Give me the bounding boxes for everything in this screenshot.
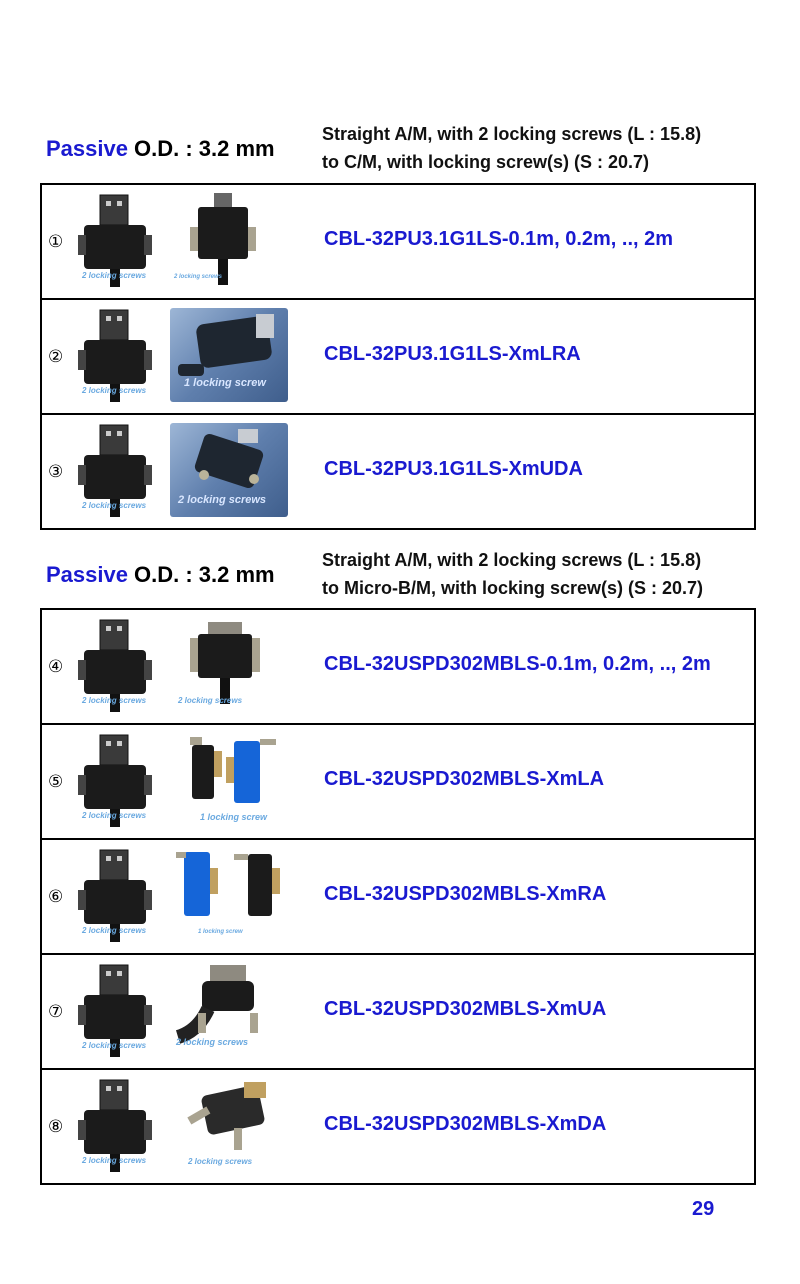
image-caption: 2 locking screws (178, 696, 243, 705)
row-number: ⑧ (48, 1117, 64, 1137)
description-line-1: Straight A/M, with 2 locking screws (L : 15.8) (322, 550, 702, 570)
image-caption: 2 locking screws (188, 1157, 253, 1166)
part-number: CBL-32USPD302MBLS-0.1m, 0.2m, .., 2m (324, 653, 711, 675)
image-caption: 2 locking screws (174, 274, 223, 280)
usb-c-right-angle-connector-image (168, 306, 288, 406)
table-row (42, 955, 754, 1070)
image-caption: 2 locking screws (82, 1156, 147, 1165)
section-header-type-c (0, 118, 800, 178)
table-row (42, 840, 754, 955)
part-number: CBL-32PU3.1G1LS-XmUDA (324, 458, 583, 480)
row-number: ④ (48, 657, 64, 677)
part-number: CBL-32PU3.1G1LS-0.1m, 0.2m, .., 2m (324, 228, 674, 250)
description-line-1: Straight A/M, with 2 locking screws (L : 15.8) (322, 124, 702, 144)
image-caption: 1 locking screw (200, 812, 268, 822)
outer-diameter-label: O.D. : 3.2 mm (134, 562, 275, 587)
image-caption: 2 locking screws (82, 811, 147, 820)
outer-diameter-label: O.D. : 3.2 mm (134, 136, 275, 161)
image-caption: 1 locking screw (198, 929, 243, 935)
row-number: ⑦ (48, 1002, 64, 1022)
image-caption: 2 locking screws (82, 1041, 147, 1050)
description-line-2: to Micro-B/M, with locking screw(s) (S : 20.7) (322, 578, 704, 598)
part-number: CBL-32USPD302MBLS-XmDA (324, 1113, 607, 1135)
cable-description (322, 120, 701, 176)
row-number: ③ (48, 462, 64, 482)
cable-table-micro-b (40, 608, 756, 1185)
passive-label: Passive (46, 562, 128, 587)
cable-description (322, 546, 703, 602)
image-caption: 2 locking screws (82, 271, 147, 280)
table-row (42, 300, 754, 415)
table-row (42, 185, 754, 300)
table-row (42, 415, 754, 528)
part-number: CBL-32USPD302MBLS-XmLA (324, 768, 605, 790)
description-line-2: to C/M, with locking screw(s) (S : 20.7) (322, 152, 650, 172)
table-row (42, 1070, 754, 1183)
usb-c-up-down-angle-connector-image (168, 421, 288, 521)
page-number: 29 (692, 1198, 715, 1220)
image-caption: 2 locking screws (82, 696, 147, 705)
section-header-micro-b (0, 544, 800, 604)
part-number: CBL-32PU3.1G1LS-XmLRA (324, 343, 581, 365)
table-row (42, 610, 754, 725)
image-caption: 2 locking screws (82, 501, 147, 510)
part-number: CBL-32USPD302MBLS-XmRA (324, 883, 607, 905)
image-caption: 1 locking screw (184, 377, 266, 389)
row-number: ① (48, 232, 64, 252)
table-row (42, 725, 754, 840)
row-number: ② (48, 347, 64, 367)
image-caption: 2 locking screws (178, 494, 267, 506)
row-number: ⑤ (48, 772, 64, 792)
cable-table-type-c (40, 183, 756, 530)
image-caption: 2 locking screws (176, 1037, 249, 1047)
image-caption: 2 locking screws (82, 926, 147, 935)
passive-label: Passive (46, 136, 128, 161)
part-number: CBL-32USPD302MBLS-XmUA (324, 998, 607, 1020)
row-number: ⑥ (48, 887, 64, 907)
image-caption: 2 locking screws (82, 386, 147, 395)
